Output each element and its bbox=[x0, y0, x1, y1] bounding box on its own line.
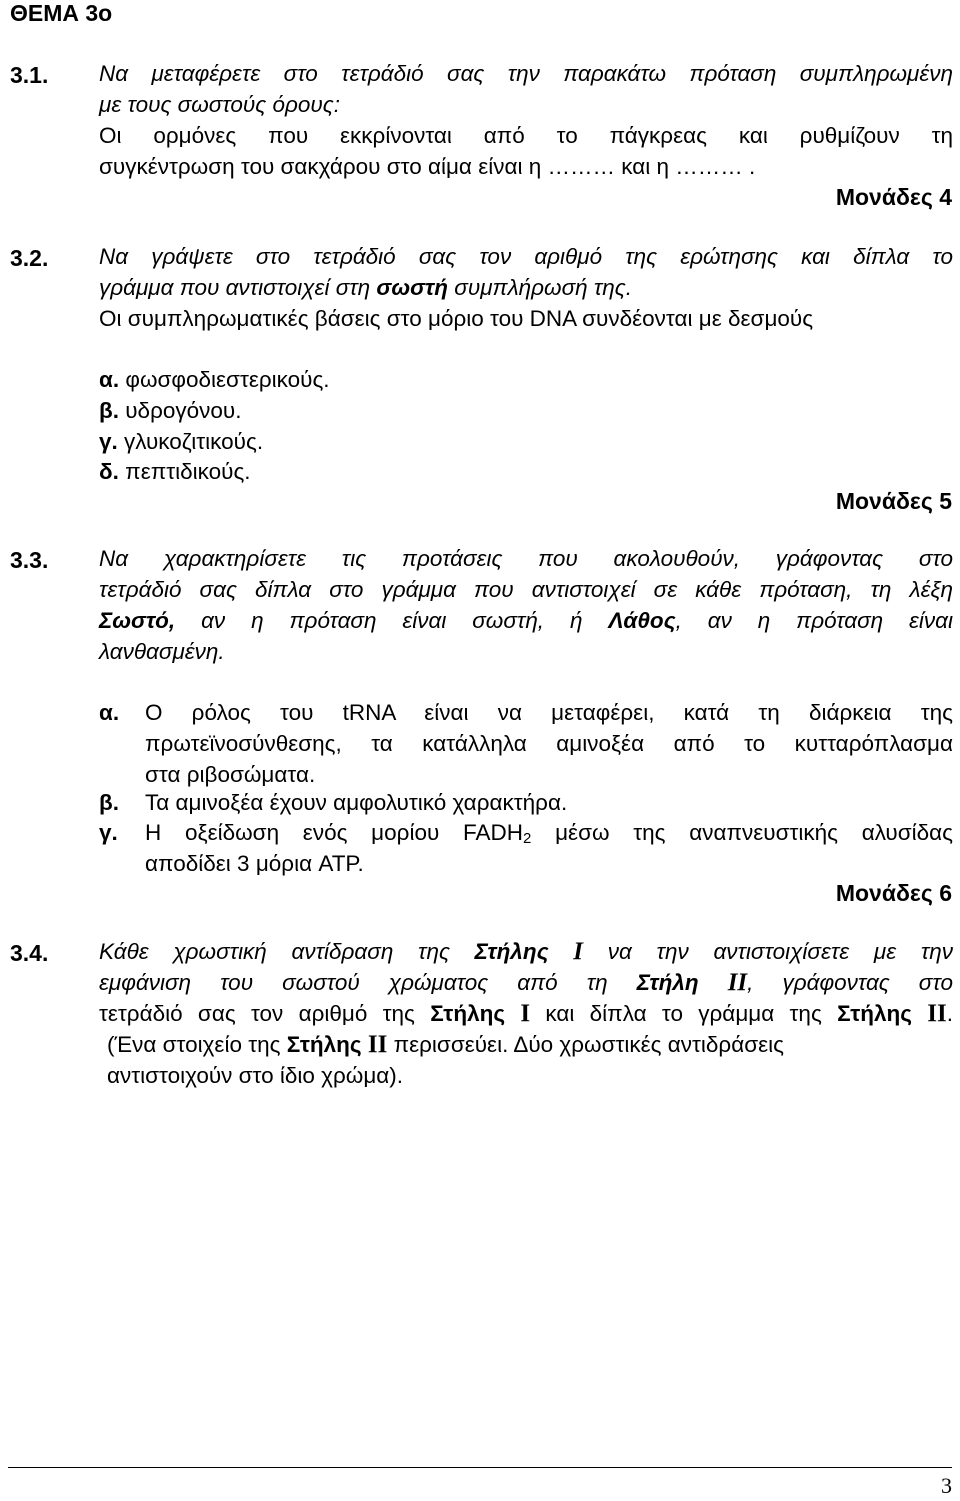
q31-sentence-line2: συγκέντρωση του σακχάρου στο αίμα είναι η ……… και η ……… . bbox=[99, 154, 756, 179]
q32-option bbox=[99, 426, 263, 457]
footer-divider bbox=[8, 1467, 952, 1468]
q34-line1 bbox=[99, 936, 953, 967]
q32-stem: Οι συμπληρωματικές βάσεις στο μόριο του DNA συνδέονται με δεσμούς bbox=[99, 306, 814, 331]
q34-roman-numeral: Ι bbox=[573, 938, 584, 965]
q34-bold-column: Στήλης bbox=[474, 939, 549, 964]
q34-text: τετράδιό σας τον αριθμό της bbox=[99, 1001, 431, 1026]
q34-text: να την αντιστοιχίσετε με την bbox=[583, 939, 953, 964]
option-label: δ. bbox=[99, 459, 119, 484]
q34-bold-column: Στήλης bbox=[837, 1001, 912, 1026]
q34-bold-column: Στήλη bbox=[636, 970, 699, 995]
q34-roman-numeral: ΙΙ bbox=[367, 1031, 388, 1058]
q33-statement bbox=[99, 787, 953, 818]
page-title: ΘΕΜΑ 3ο bbox=[10, 0, 113, 26]
q34-text: (Ένα στοιχείο της bbox=[107, 1032, 287, 1057]
statement-label: α. bbox=[99, 700, 120, 725]
statement-line: Ο ρόλος του tRNA είναι να μεταφέρει, κατά τη διάρκεια της bbox=[145, 700, 953, 725]
question-3-4-number: 3.4. bbox=[10, 940, 49, 966]
q34-bold-column: Στήλης bbox=[286, 1032, 362, 1057]
question-3-3 bbox=[99, 543, 953, 667]
q32-option bbox=[99, 456, 251, 487]
option-text: υδρογόνου. bbox=[125, 398, 242, 423]
q34-text: εμφάνιση του σωστού χρώματος από τη bbox=[99, 970, 637, 995]
q34-roman-numeral: ΙΙ bbox=[927, 1000, 947, 1027]
q32-instruction-text-a: γράμμα που αντιστοιχεί στη bbox=[99, 275, 377, 300]
option-text: γλυκοζιτικούς. bbox=[124, 429, 264, 454]
q32-option bbox=[99, 364, 330, 395]
q33-instruction-line1: Να χαρακτηρίσετε τις προτάσεις που ακολουθούν, γράφοντας στο bbox=[99, 546, 953, 571]
question-3-1 bbox=[99, 58, 953, 182]
q34-text: . bbox=[946, 1001, 953, 1026]
statement-text bbox=[145, 817, 953, 879]
statement-label: γ. bbox=[99, 820, 118, 845]
q33-bold-correct: Σωστό, bbox=[99, 608, 176, 633]
q32-instruction-bold: σωστή bbox=[376, 275, 448, 300]
q31-sentence-line1: Οι ορμόνες που εκκρίνονται από το πάγκρεας και ρυθμίζουν τη bbox=[99, 123, 953, 148]
question-3-4 bbox=[99, 936, 953, 1091]
q33-statement bbox=[99, 817, 953, 879]
q34-bold-column: Στήλης bbox=[430, 1001, 506, 1026]
q33-instruction-line2: τετράδιό σας δίπλα στο γράμμα που αντιστοιχεί σε κάθε πρόταση, τη λέξη bbox=[99, 577, 953, 602]
statement-text-a: Η οξείδωση ενός μορίου FADH bbox=[145, 820, 523, 845]
option-label: γ. bbox=[99, 429, 118, 454]
statement-line: πρωτεϊνοσύνθεσης, τα κατάλληλα αμινοξέα από το κυτταρόπλασμα bbox=[145, 731, 953, 756]
statement-line: στα ριβοσώματα. bbox=[145, 762, 316, 787]
question-3-2 bbox=[99, 241, 953, 334]
q34-text: και δίπλα το γράμμα της bbox=[530, 1001, 838, 1026]
q32-option bbox=[99, 395, 241, 426]
q33-text-a: αν η πρόταση είναι σωστή, ή bbox=[175, 608, 609, 633]
q34-line3 bbox=[99, 998, 953, 1029]
q32-instruction-text-b: συμπλήρωσή της. bbox=[448, 275, 632, 300]
q34-line2 bbox=[99, 967, 953, 998]
q34-text: περισσεύει. Δύο χρωστικές αντιδράσεις bbox=[387, 1032, 784, 1057]
q33-statement bbox=[99, 697, 953, 790]
page-number: 3 bbox=[941, 1473, 952, 1498]
q33-text-b: , αν η πρόταση είναι bbox=[675, 608, 954, 633]
q34-text: , γράφοντας στο bbox=[747, 970, 953, 995]
q34-text: Κάθε χρωστική αντίδραση της bbox=[99, 939, 475, 964]
q34-roman-numeral: ΙΙ bbox=[727, 969, 748, 996]
statement-text bbox=[145, 787, 953, 818]
q31-instruction-line2: με τους σωστούς όρους: bbox=[99, 92, 340, 117]
option-label: β. bbox=[99, 398, 119, 423]
option-label: α. bbox=[99, 367, 120, 392]
option-text: φωσφοδιεστερικούς. bbox=[125, 367, 330, 392]
q33-instruction-line4: λανθασμένη. bbox=[99, 639, 225, 664]
q32-marks: Μονάδες 5 bbox=[835, 488, 952, 514]
statement-label: β. bbox=[99, 790, 119, 815]
q31-instruction-line1: Να μεταφέρετε στο τετράδιό σας την παρακάτω πρόταση συμπληρωμένη bbox=[99, 61, 953, 86]
q33-bold-wrong: Λάθος bbox=[608, 608, 676, 633]
statement-line: αποδίδει 3 μόρια ATP. bbox=[145, 851, 364, 876]
statement-text-b: μέσω της αναπνευστικής αλυσίδας bbox=[531, 820, 953, 845]
q32-instruction-line1: Να γράψετε στο τετράδιό σας τον αριθμό της ερώτησης και δίπλα το bbox=[99, 244, 953, 269]
statement-line bbox=[145, 817, 953, 848]
statement-line: Τα αμινοξέα έχουν αμφολυτικό χαρακτήρα. bbox=[145, 790, 568, 815]
q33-instruction-line3 bbox=[99, 605, 953, 636]
q34-line5: αντιστοιχούν στο ίδιο χρώμα). bbox=[107, 1063, 404, 1088]
q32-instruction-line2 bbox=[99, 272, 953, 303]
q31-marks: Μονάδες 4 bbox=[835, 184, 952, 210]
subscript: 2 bbox=[523, 830, 532, 847]
statement-text bbox=[145, 697, 953, 790]
q33-marks: Μονάδες 6 bbox=[835, 880, 952, 906]
q34-line4 bbox=[107, 1029, 953, 1060]
question-3-3-number: 3.3. bbox=[10, 547, 49, 573]
q34-roman-numeral: Ι bbox=[520, 1000, 531, 1027]
question-3-2-number: 3.2. bbox=[10, 245, 49, 271]
question-3-1-number: 3.1. bbox=[10, 62, 49, 88]
option-text: πεπτιδικούς. bbox=[125, 459, 251, 484]
